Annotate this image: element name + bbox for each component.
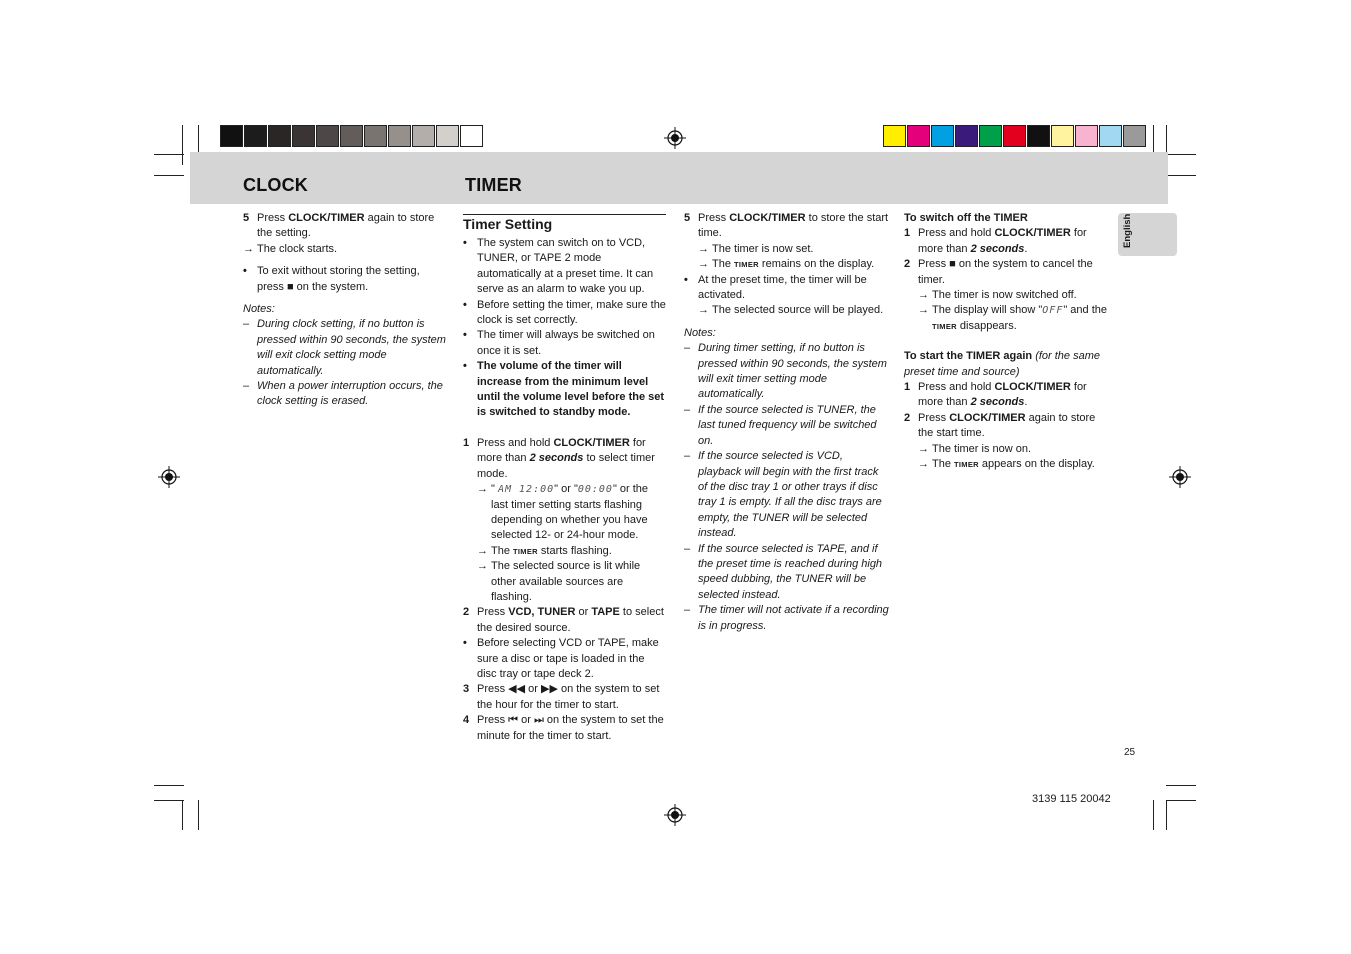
document-code: 3139 115 20042 <box>1032 793 1111 805</box>
timer-bullet-5: • Before selecting VCD or TAPE, make sure a disc or tape is loaded in the disc tray or tape deck 2. <box>463 637 659 680</box>
start-again-result-1: → The timer is now on. <box>918 442 1032 455</box>
color-swatch <box>292 125 315 147</box>
timer-column-3 <box>684 211 889 634</box>
switch-off-result-2: → The display will show "OFF" and the TIMER disappears. <box>918 304 1108 332</box>
timer-note-5: – The timer will not activate if a recording is in progress. <box>684 604 889 632</box>
color-swatch <box>883 125 906 147</box>
language-tab-label: English <box>1122 213 1133 248</box>
crop-mark <box>154 800 184 801</box>
timer-step-1: 1 Press and hold CLOCK/TIMER for more than 2 seconds to select timer mode. <box>463 436 655 480</box>
registration-mark-icon <box>158 466 180 488</box>
timer-step-3: 3 Press ◀◀ or ▶▶ on the system to set the hour for the timer to start. <box>463 683 660 711</box>
crop-mark <box>1166 125 1167 153</box>
color-swatch <box>979 125 1002 147</box>
clock-title: CLOCK <box>243 175 308 195</box>
color-swatch <box>340 125 363 147</box>
timer-bullet-3: • The timer will always be switched on once it is set. <box>463 329 655 357</box>
clock-column <box>243 211 448 410</box>
color-swatch <box>412 125 435 147</box>
color-swatch <box>316 125 339 147</box>
timer-step-1-result-3: → The selected source is lit while other available sources are flashing. <box>477 560 641 603</box>
start-again-step-1: 1 Press and hold CLOCK/TIMER for more than 2 seconds. <box>904 381 1087 409</box>
crop-mark <box>1166 785 1196 786</box>
crop-mark <box>1153 800 1154 830</box>
timer-setting-title: Timer Setting <box>463 216 553 232</box>
clock-step-5: 5 Press CLOCK/TIMER again to store the setting. <box>243 212 435 240</box>
timer-notes-label: Notes: <box>684 326 716 339</box>
clock-exit-bullet: • To exit without storing the setting, press ■ on the system. <box>243 265 420 293</box>
page-number: 25 <box>1124 747 1136 758</box>
clock-notes-label: Notes: <box>243 303 275 316</box>
color-swatch <box>1099 125 1122 147</box>
crop-mark <box>1166 800 1196 801</box>
timer-step-5: 5 Press CLOCK/TIMER to store the start time. <box>684 212 889 240</box>
color-swatch <box>907 125 930 147</box>
color-swatch <box>388 125 411 147</box>
header-band <box>190 152 1168 204</box>
crop-mark <box>154 154 184 155</box>
timer-bullet-4: • The volume of the timer will increase from the minimum level until the volume level before the set is switched to standby mode. <box>463 360 665 419</box>
switch-off-step-1: 1 Press and hold CLOCK/TIMER for more than 2 seconds. <box>904 227 1087 255</box>
color-swatch <box>364 125 387 147</box>
timer-step-1-result-2: → The TIMER starts flashing. <box>477 544 612 557</box>
crop-mark <box>154 785 184 786</box>
color-swatch <box>1003 125 1026 147</box>
crop-mark <box>1166 154 1196 155</box>
timer-step-5-result-1: → The timer is now set. <box>698 242 814 255</box>
color-swatch <box>1075 125 1098 147</box>
timer-note-1: – During timer setting, if no button is pressed within 90 seconds, the system will exit timer setting mode automatically. <box>684 342 887 401</box>
color-swatch <box>268 125 291 147</box>
registration-mark-icon <box>664 127 686 149</box>
clock-note-1: – During clock setting, if no button is pressed within 90 seconds, the system will exit clock setting mode automatically. <box>243 318 446 377</box>
timer-preset-result: → The selected source will be played. <box>698 304 884 317</box>
start-again-title: To start the TIMER again (for the same preset time and source) <box>904 350 1100 378</box>
clock-note-2: – When a power interruption occurs, the clock setting is erased. <box>243 380 443 408</box>
timer-column-4 <box>904 211 1109 473</box>
color-swatch <box>1123 125 1146 147</box>
color-swatch <box>955 125 978 147</box>
timer-step-5-result-2: → The TIMER remains on the display. <box>698 258 875 271</box>
timer-step-1-result-1: → " AM 12:00" or "00:00" or the last timer setting starts flashing depending on whether you have selected 12- or 24-hour mode. <box>477 483 649 542</box>
registration-mark-icon <box>1169 466 1191 488</box>
color-swatch <box>436 125 459 147</box>
color-swatch <box>1051 125 1074 147</box>
start-again-result-2: → The TIMER appears on the display. <box>918 458 1095 471</box>
crop-mark <box>182 125 183 165</box>
timer-preset-bullet: • At the preset time, the timer will be activated. <box>684 273 867 302</box>
timer-note-2: – If the source selected is TUNER, the last tuned frequency will be switched on. <box>684 403 877 447</box>
color-swatch <box>1027 125 1050 147</box>
switch-off-step-2: 2 Press ■ on the system to cancel the timer. <box>904 258 1093 286</box>
registration-mark-icon <box>664 804 686 826</box>
grayscale-strip <box>220 125 484 147</box>
timer-step-2: 2 Press VCD, TUNER or TAPE to select the desired source. <box>463 606 664 634</box>
crop-mark <box>154 175 184 176</box>
clock-step-5-result: → The clock starts. <box>243 242 338 255</box>
start-again-step-2: 2 Press CLOCK/TIMER again to store the start time. <box>904 411 1096 440</box>
crop-mark <box>1166 175 1196 176</box>
timer-bullet-2: • Before setting the timer, make sure the clock is set correctly. <box>463 298 666 327</box>
color-strip <box>883 125 1147 147</box>
crop-mark <box>198 800 199 830</box>
switch-off-result-1: → The timer is now switched off. <box>918 289 1077 302</box>
color-swatch <box>220 125 243 147</box>
color-swatch <box>244 125 267 147</box>
timer-note-3: – If the source selected is VCD, playback will begin with the first track of the disc tray 1 or other trays if disc tray 1 is empty. If all the disc trays are empty, the TUNER will be selected instead. <box>684 450 882 540</box>
crop-mark <box>1166 800 1167 830</box>
timer-setting-column <box>463 215 666 744</box>
color-swatch <box>931 125 954 147</box>
timer-bullet-1: • The system can switch on to VCD, TUNER, or TAPE 2 mode automatically at a preset time. It can serve as an alarm to wake you up. <box>463 237 654 296</box>
color-swatch <box>460 125 483 147</box>
timer-title: TIMER <box>465 175 522 195</box>
crop-mark <box>182 800 183 830</box>
timer-step-4: 4 Press ⏮ or ⏭ on the system to set the minute for the timer to start. <box>463 714 664 742</box>
timer-note-4: – If the source selected is TAPE, and if the preset time is reached during high speed dubbing, the TUNER will be selected instead. <box>684 542 883 601</box>
switch-off-title: To switch off the TIMER <box>904 212 1028 224</box>
